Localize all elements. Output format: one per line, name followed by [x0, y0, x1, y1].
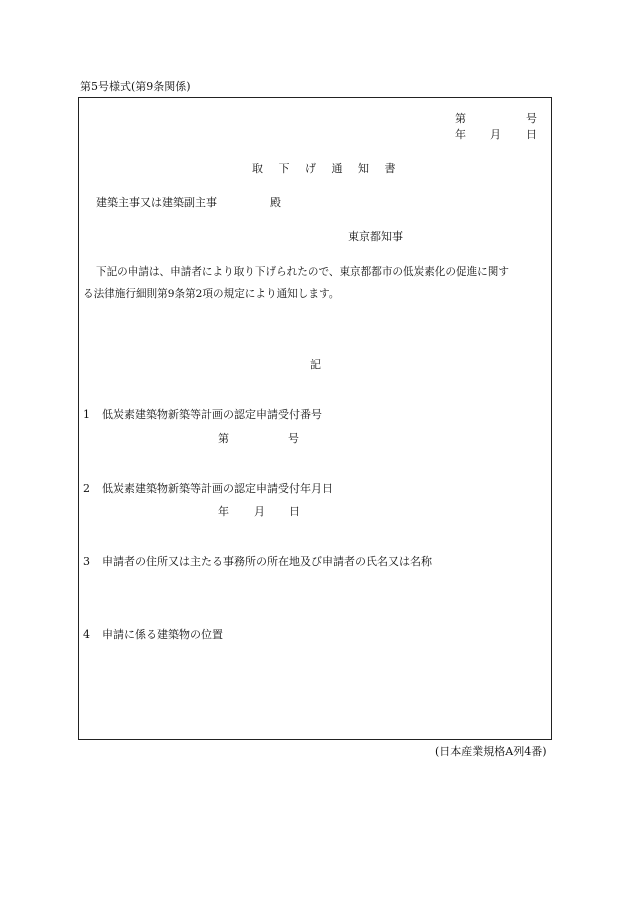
addressee-honorific: 殿: [270, 196, 281, 209]
body-line-2: る法律施行細則第9条第2項の規定により通知します。: [83, 288, 340, 300]
item-1-label: 低炭素建築物新築等計画の認定申請受付番号: [102, 408, 322, 421]
item-3-number: 3: [83, 555, 90, 568]
header-number-suffix: 号: [526, 112, 537, 125]
item-2-day: 日: [289, 505, 300, 518]
item-2-label: 低炭素建築物新築等計画の認定申請受付年月日: [102, 482, 333, 495]
item-2-number: 2: [83, 482, 90, 495]
sender-name: 東京都知事: [348, 230, 403, 243]
header-month: 月: [490, 128, 501, 141]
header-day: 日: [526, 128, 537, 141]
item-1-field-prefix: 第: [218, 432, 229, 445]
item-2-month: 月: [254, 505, 265, 518]
paper-size-note: (日本産業規格A列4番): [435, 745, 547, 758]
item-1-field-suffix: 号: [288, 432, 299, 445]
item-1-number: 1: [83, 408, 90, 421]
document-title: 取 下 げ 通 知 書: [252, 162, 402, 175]
item-4-number: 4: [83, 628, 90, 641]
header-year: 年: [455, 128, 466, 141]
item-2-year: 年: [218, 505, 229, 518]
item-3-label: 申請者の住所又は主たる事務所の所在地及び申請者の氏名又は名称: [102, 555, 432, 568]
item-4-label: 申請に係る建築物の位置: [102, 628, 223, 641]
form-number-label: 第5号様式(第9条関係): [80, 80, 191, 93]
header-number-prefix: 第: [455, 112, 466, 125]
addressee-name: 建築主事又は建築副主事: [96, 196, 217, 209]
body-line-1: 下記の申請は、申請者により取り下げられたので、東京都都市の低炭素化の促進に関す: [96, 266, 509, 278]
ki-heading: 記: [310, 358, 321, 371]
